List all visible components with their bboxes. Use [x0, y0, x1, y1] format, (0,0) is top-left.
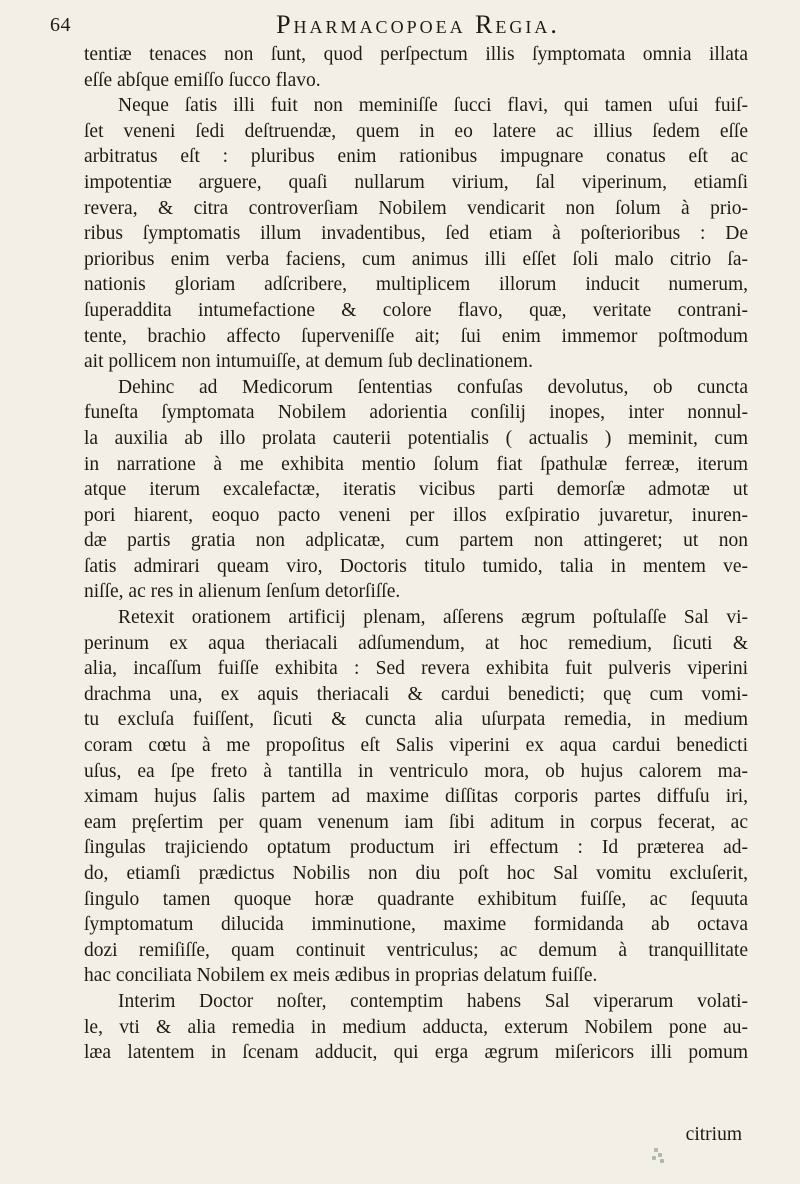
text-line: eam pręſertim per quam venenum iam ſibi aditum in corpus fecerat, ac — [84, 811, 748, 833]
text-line: in narratione à me exhibita mentio ſolum fiat ſpathulæ ferreæ, iterum — [84, 453, 748, 475]
text-line: tu excluſa fuiſſent, ſicuti & cuncta alia uſurpata remedia, in medium — [84, 709, 748, 731]
catchword: citrium — [685, 1124, 742, 1145]
text-line: dæ partis gratia non adplicatæ, cum partem non attingeret; ut non — [84, 530, 748, 552]
text-line: tente, brachio affecto ſuperveniſſe ait; ſui enim immemor poſtmodum — [84, 325, 748, 347]
running-title: Pharmacopoea Regia. — [276, 10, 560, 39]
text-line: ſet veneni ſedi deſtruendæ, quem in eo latere ac illius ſedem eſſe — [84, 120, 748, 142]
text-line: le, vti & alia remedia in medium adducta, exterum Nobilem pone au- — [84, 1016, 748, 1038]
text-line: Dehinc ad Medicorum ſententias confuſas devolutus, ob cuncta — [118, 376, 748, 398]
text-line: alia, incaſſum fuiſſe exhibita : Sed revera exhibita fuit pulveris viperini — [84, 658, 748, 680]
text-line: pori hiarent, eoquo pacto veneni per illos exſpiratio juvaretur, inuren- — [84, 504, 748, 526]
text-line: uſus, ea ſpe freto à tantilla in ventriculo mora, ob hujus calorem ma- — [84, 760, 748, 782]
text-line: niſſe, ac res in alienum ſenſum detorſiſſe. — [84, 581, 401, 603]
text-line: ſingulo tamen quoque horæ quadrante exhibitum fuiſſe, ac ſequuta — [84, 888, 748, 910]
text-line: Retexit orationem artificij plenam, aſſerens ægrum poſtulaſſe Sal vi- — [118, 607, 748, 629]
text-line: ſingulas trajiciendo optatum productum iri effectum : Id præterea ad- — [84, 837, 748, 859]
text-line: nationis gloriam adſcribere, multiplicem illorum inducit numerum, — [84, 274, 748, 296]
text-line: ximam hujus ſalis partem ad maxime diſſitas corporis partes diffuſu iri, — [84, 786, 748, 808]
text-line: tentiæ tenaces non ſunt, quod perſpectum illis ſymptomata omnia illata — [84, 44, 748, 65]
ink-smudge — [646, 1146, 676, 1166]
text-line: funeſta ſymptomata Nobilem adorientia conſilij inopes, inter nonnul- — [84, 402, 748, 424]
text-line: atque iterum excalefactæ, iteratis vicibus parti demorſæ admotæ ut — [84, 479, 748, 501]
text-line: ſatis admirari queam viro, Doctoris titulo tumido, talia in mentem ve- — [84, 555, 748, 577]
page-header — [50, 6, 750, 42]
text-line: arbitratus eſt : pluribus enim rationibus impugnare conatus eſt ac — [84, 146, 748, 168]
text-line: coram cœtu à me propoſitus eſt Salis viperini ex aqua cardui benedicti — [84, 735, 748, 757]
page-number: 64 — [50, 14, 71, 36]
text-line: ribus ſymptomatis illum invadentibus, ſed etiam à poſterioribus : De — [84, 223, 748, 245]
text-line: impotentiæ arguere, quaſi nullarum virium, ſal viperinum, etiamſi — [84, 171, 748, 193]
text-line: revera, & citra controverſiam Nobilem vendicarit non ſolum à prio- — [84, 197, 748, 219]
body-text — [84, 42, 748, 1066]
text-line: ſymptomatum dilucida imminutione, maxime formidanda ab octava — [84, 914, 748, 936]
text-line: Neque ſatis illi fuit non meminiſſe ſucci flavi, qui tamen uſui fuiſ- — [118, 95, 748, 117]
text-line: perinum ex aqua theriacali adſumendum, at hoc remedium, ſicuti & — [84, 632, 748, 654]
text-line: dozi remiſiſſe, quam continuit ventriculus; ac demum à tranquillitate — [84, 939, 748, 961]
text-line: ſuperaddita intumefactione & colore flavo, quæ, veritate contrani- — [84, 299, 748, 321]
text-line: hac conciliata Nobilem ex meis ædibus in proprias delatum fuiſſe. — [84, 965, 598, 987]
text-line: Interim Doctor noſter, contemptim habens Sal viperarum volati- — [118, 990, 748, 1012]
text-line: læa latentem in ſcenam adducit, qui erga ægrum miſericors illi pomum — [84, 1042, 748, 1064]
text-line: ait pollicem non intumuiſſe, at demum ſub declinationem. — [84, 351, 533, 373]
text-line: do, etiamſi prædictus Nobilis non diu poſt hoc Sal vomitu excluſerit, — [84, 863, 748, 884]
text-line: la auxilia ab illo prolata cauterii potentialis ( actualis ) meminit, cum — [84, 427, 748, 449]
text-line: drachma una, ex aquis theriacali & cardui benedicti; quę cum vomi- — [84, 683, 748, 705]
text-line: prioribus enim verba faciens, cum animus illi eſſet ſoli malo citrio ſa- — [84, 248, 748, 270]
text-line: eſſe abſque emiſſo ſucco flavo. — [84, 69, 321, 91]
